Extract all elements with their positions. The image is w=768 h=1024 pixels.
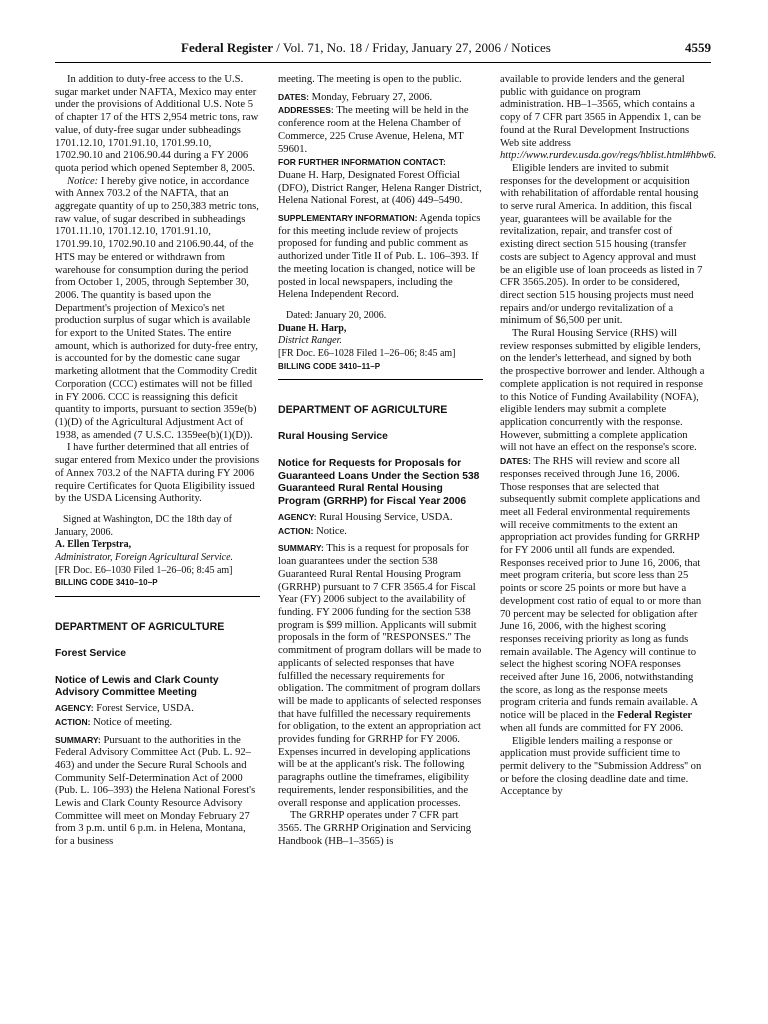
running-title	[181, 40, 551, 56]
notice-title: Notice for Requests for Proposals for Guaranteed Loans Under the Section 538 Guaranteed Rural Rental Housing Program (GRRHP) for Fiscal Year 2006	[278, 457, 480, 508]
dates-paragraph: DATES: The RHS will review and score all responses received through June 16, 2006. Those responses that are selected that subsequently submit complete applications and meet all Federal environmental requirements will receive commitments to the extent an appropriation act provides funding for GRRHP for FY 2006 until all funds are expended. Responses received prior to June 16, 2006, that meet program criteria, but score less than 25 points or score 25 points or more but have a development cost ratio of equal to or more than 70 percent may be selected for obligation after June 16, 2006, with the highest scoring responses receiving priority as long as funds remain available. The Agency will continue to select the highest scoring NOFA responses received after June 16, 2006, notwithstanding the score, as long as the response meets program criteria and funds remain available. A notice will be placed in the Federal Register when all funds are committed for FY 2006.	[500, 456, 702, 734]
paragraph: Notice: I hereby give notice, in accordance with Annex 703.2 of the NAFTA, that an aggregate quantity of up to 250,383 metric tons, raw value, of sugar described in subheadings 1701.11.10, 1701.12.10, 1701.91.10, 1701.99.10, 1702.90.10 and 2106.90.44, of the HTS may be entered or withdrawn from warehouse for consumption during the period from October 1, 2005, through September 30, 2006. The quantity is based upon the Department's projection of Mexico's net production surplus of sugar which is available for export to the United States. The entire amount, which is authorized for duty-free entry, is accounted for by the domestic cane sugar marketing allotment that the Commodity Credit Corporation (CCC) estimates will not be filled in FY 2006. CCC is reassigning this deficit quantity to imports, pursuant to section 359e(b)(1)(D) of the Agricultural Adjustment Act of 1938, as amended (7 U.S.C. 1359ee(b)(1)(D)).	[55, 175, 259, 441]
signer-title: Administrator, Foreign Agricultural Service.	[55, 552, 234, 564]
paragraph: The GRRHP operates under 7 CFR part 3565. The GRRHP Origination and Servicing Handbook (HB–1–3565) is	[278, 810, 472, 847]
paragraph: meeting. The meeting is open to the public.	[278, 74, 462, 85]
action-line: ACTION: Notice.	[278, 525, 347, 537]
issue-info: / Vol. 71, No. 18 / Friday, January 27, 2006 / Notices	[273, 40, 551, 55]
notice-label: Notice:	[67, 175, 99, 187]
signed-line: Signed at Washington, DC the 18th day of January, 2006.	[55, 513, 232, 538]
signer-name: A. Ellen Terpstra,	[55, 539, 132, 551]
column-1	[55, 74, 260, 849]
fr-doc-line: [FR Doc. E6–1030 Filed 1–26–06; 8:45 am]	[55, 564, 233, 576]
paragraph: In addition to duty-free access to the U.S. sugar market under NAFTA, Mexico may enter under the provisions of Additional U.S. Note 5 of chapter 17 of the HTS 2,954 metric tons, raw value, of duty-free sugar under subheadings 1701.12.10, 1701.91.10, 1701.99.10, 1702.90.10 and 2106.90.44 during a FY 2006 quota period which opened September 8, 2005.	[55, 74, 259, 174]
dates-line: DATES: Monday, February 27, 2006.	[278, 91, 433, 103]
addresses-paragraph: ADDRESSES: The meeting will be held in the conference room at the Helena Chamber of Commerce, 225 Cruse Avenue, Helena, MT 59601.	[278, 105, 469, 155]
notice-title: Notice of Lewis and Clark County Advisory Committee Meeting	[55, 674, 219, 699]
agency-line: AGENCY: Forest Service, USDA.	[55, 703, 194, 715]
agency-heading: Rural Housing Service	[278, 431, 388, 443]
billing-code: BILLING CODE 3410–10–P	[55, 578, 158, 588]
paragraph: available to provide lenders and the general public with guidance on program administration. HB–1–3565, which contains a copy of 7 CFR part 3565 in Appendix 1, can be found at the Rural Development Instructions Web site address http://www.rurdev.usda.gov/regs/hblist.html#hbw6.	[500, 74, 717, 162]
supplementary-paragraph: SUPPLEMENTARY INFORMATION: Agenda topics for this meeting include review of projects proposed for funding and public comment as authorized under Title II of Pub. L. 106–393. If the meeting location is changed, notice will be posted in local newspapers, including the Helena Independent Record.	[278, 213, 481, 301]
signer-name: Duane H. Harp,	[278, 322, 347, 334]
agency-heading: Forest Service	[55, 647, 126, 659]
journal-name: Federal Register	[181, 40, 274, 55]
action-line: ACTION: Notice of meeting.	[55, 716, 173, 728]
page-number: 4559	[685, 40, 711, 55]
paragraph: The Rural Housing Service (RHS) will review responses submitted by eligible lenders, on the lender's letterhead, and signed by both the prospective borrower and lender. Although a complete application is not required in response to this Notice of Funding Availability (NOFA), eligible lenders may submit a complete application concurrently with the response. However, submitting a complete application will not have an effect on the response's score.	[500, 328, 705, 454]
summary-paragraph: SUMMARY: This is a request for proposals for loan guarantees under the section 538 Guaranteed Rural Rental Housing Program (GRRHP) pursuant to 7 CFR 3565.4 for Fiscal Year (FY) 2006 subject to the availability of funding. FY 2006 funding for the section 538 program is $99 million. Applicants will submit proposals in the form of ''RESPONSES.'' The commitment of program dollars will be made to applicants of selected responses that have fulfilled the necessary requirements for obligation. The commitment of program dollars will be made to applicants of selected responses that have fulfilled the necessary requirements for obligation, to the extent an appropriation act provides funding for GRRHP for FY 2006. Expenses incurred in developing applications will be at the applicant's risk. The following paragraphs outline the timeframes, eligibility requirements, lender responsibilities, and the overall response and application processes.	[278, 543, 482, 809]
signer-title: District Ranger.	[278, 335, 342, 347]
department-heading: DEPARTMENT OF AGRICULTURE	[278, 404, 448, 417]
fr-doc-line: [FR Doc. E6–1028 Filed 1–26–06; 8:45 am]	[278, 348, 456, 360]
paragraph: Eligible lenders are invited to submit responses for the development or acquisition with rehabilitation of affordable rental housing to serve rural America. In addition, this fiscal year, guarantees will be available for the revitalization, repair, and transfer cost of existing direct section 515 housing (transfer costs are subject to Agency approval and must be an eligible use of loan proceeds as listed in 7 CFR 3565.205). In order to be considered, direct section 515 housing projects must need repairs and/or undergo revitalization of a minimum of $6,500 per unit.	[500, 162, 703, 327]
contact-paragraph: Duane H. Harp, Designated Forest Official (DFO), District Ranger, Helena Ranger District, Helena National Forest, at (406) 449–5490.	[278, 169, 482, 207]
billing-code: BILLING CODE 3410–11–P	[278, 361, 381, 371]
department-heading: DEPARTMENT OF AGRICULTURE	[55, 621, 225, 634]
paragraph: I have further determined that all entries of sugar entered from Mexico under the provisions of Annex 703.2 of the NAFTA during FY 2006 require Certificates for Quota Eligibility issued by the USDA Licensing Authority.	[55, 442, 260, 505]
agency-line: AGENCY: Rural Housing Service, USDA.	[278, 512, 453, 524]
column-2	[278, 74, 483, 848]
contact-label: FOR FURTHER INFORMATION CONTACT:	[278, 157, 446, 168]
page-header	[55, 40, 711, 60]
summary-paragraph: SUMMARY: Pursuant to the authorities in the Federal Advisory Committee Act (Pub. L. 92–463) and under the Secure Rural Schools and Community Self-Determination Act of 2000 (Pub. L. 106–393) the Helena National Forest's Lewis and Clark County Resource Advisory Committee will meet on Monday February 27 from 3 p.m. until 6 p.m. in Helena, Montana, for a business	[55, 734, 256, 848]
dated-line: Dated: January 20, 2006.	[286, 309, 387, 321]
section-divider	[55, 596, 260, 597]
section-divider	[278, 379, 483, 380]
paragraph: Eligible lenders mailing a response or application must provide sufficient time to permit delivery to the ''Submission Address'' on or before the closing deadline date and time. Acceptance by	[500, 735, 702, 798]
column-3	[500, 74, 717, 799]
handbook-url: http://www.rurdev.usda.gov/regs/hblist.html#hbw6.	[500, 150, 717, 162]
header-rule	[55, 62, 711, 63]
